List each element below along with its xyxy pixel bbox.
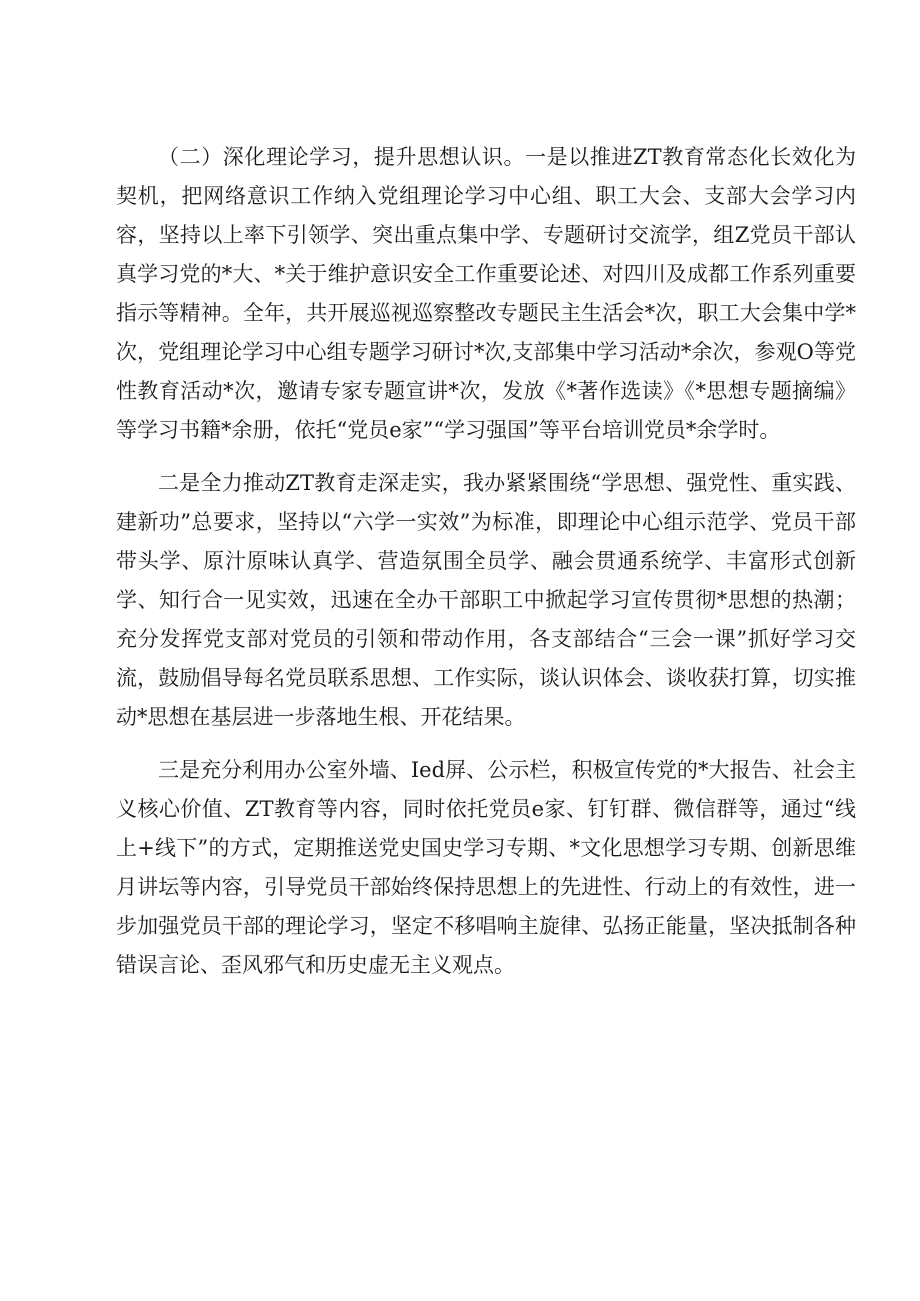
document-body [116, 138, 856, 999]
paragraph-publicity: 三是充分利用办公室外墙、Ied屏、公示栏，积极宣传党的*大报告、社会主义核心价值、ZT教育等内容，同时依托党员e家、钉钉群、微信群等，通过“线上+线下”的方式，定期推送党史国史学习专期、*文化思想学习专期、创新思维月讲坛等内容，引导党员干部始终保持思想上的先进性、行动上的有效性，进一步加强党员干部的理论学习，坚定不移唱响主旋律、弘扬正能量，坚决抵制各种错误言论、歪风邪气和历史虚无主义观点。 [116, 758, 856, 977]
paragraph-zt-education: 二是全力推动ZT教育走深走实，我办紧紧围绕“学思想、强党性、重实践、建新功”总要求，坚持以“六学一实效”为标准，即理论中心组示范学、党员干部带头学、原汁原味认真学、营造氛围全员学、融会贯通系统学、丰富形式创新学、知行合一见实效，迅速在全办干部职工中掀起学习宣传贯彻*思想的热潮；充分发挥党支部对党员的引领和带动作用，各支部结合“三会一课”抓好学习交流，鼓励倡导每名党员联系思想、工作实际，谈认识体会、谈收获打算，切实推动*思想在基层进一步落地生根、开花结果。 [116, 471, 856, 729]
paragraph-theory-study: （二）深化理论学习，提升思想认识。一是以推进ZT教育常态化长效化为契机，把网络意识工作纳入党组理论学习中心组、职工大会、支部大会学习内容，坚持以上率下引领学、突出重点集中学、专题研讨交流学，组Z党员干部认真学习党的*大、*关于维护意识安全工作重要论述、对四川及成都工作系列重要指示等精神。全年，共开展巡视巡察整改专题民主生活会*次，职工大会集中学*次，党组理论学习中心组专题学习研讨*次,支部集中学习活动*余次，参观O等党性教育活动*次，邀请专家专题宣讲*次，发放《*著作选读》《*思想专题摘编》等学习书籍*余册，依托“党员e家”“学习强国”等平台培训党员*余学时。 [116, 145, 856, 442]
